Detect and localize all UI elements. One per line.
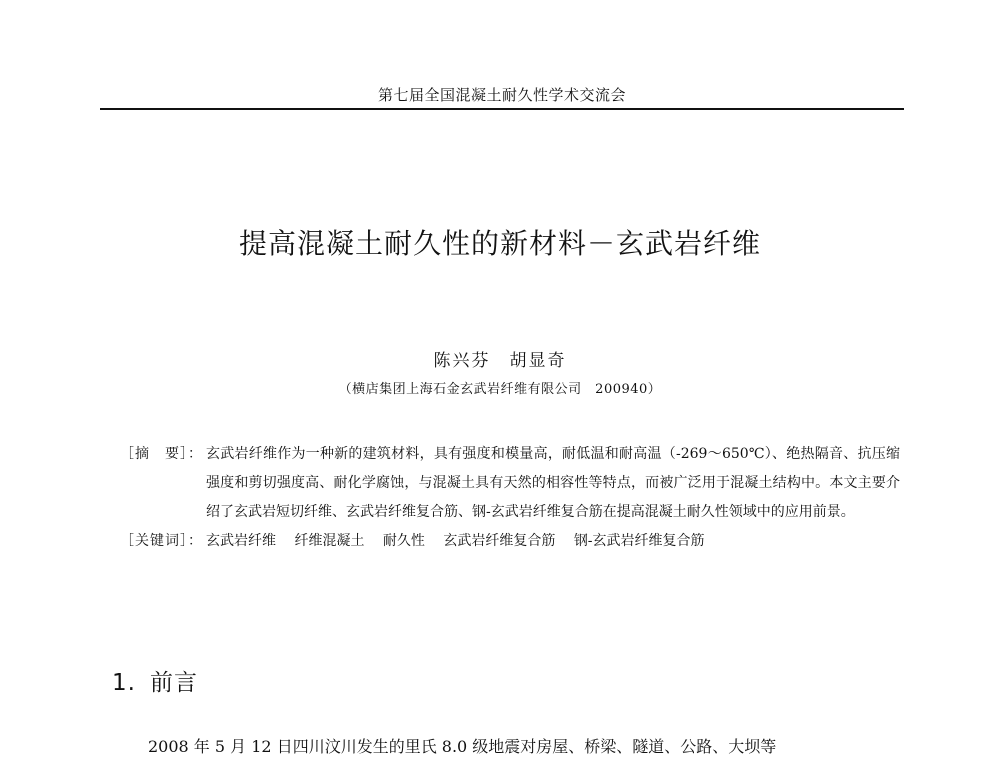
abstract-text: 玄武岩纤维作为一种新的建筑材料，具有强度和模量高，耐低温和耐高温（-269～650℃）、绝热隔音、抗压缩强度和剪切强度高、耐化学腐蚀，与混凝土具有天然的相容性等特点，而被广泛用于混凝土结构中。本文主要介绍了玄武岩短切纤维、玄武岩纤维复合筋、钢-玄武岩纤维复合筋在提高混凝土耐久性领域中的应用前景。 bbox=[206, 446, 900, 520]
section-title: 前言 bbox=[149, 670, 198, 696]
body-paragraph: 2008 年 5 月 12 日四川汶川发生的里氏 8.0 级地震对房屋、桥梁、隧道、公路、大坝等 bbox=[148, 737, 777, 756]
keyword: 钢-玄武岩纤维复合筋 bbox=[573, 533, 705, 549]
section-number: 1. bbox=[112, 670, 136, 696]
authors: 陈兴芬 胡显奇 bbox=[433, 351, 567, 371]
keyword: 玄武岩纤维 bbox=[206, 533, 276, 549]
section-heading bbox=[112, 664, 198, 697]
paper-title: 提高混凝土耐久性的新材料－玄武岩纤维 bbox=[238, 227, 761, 260]
keyword: 纤维混凝土 bbox=[294, 533, 365, 549]
abstract-row bbox=[120, 440, 900, 527]
keyword: 耐久性 bbox=[382, 533, 425, 549]
affiliation: （横店集团上海石金玄武岩纤维有限公司 200940） bbox=[338, 382, 662, 397]
abstract-label: ［摘 要］： bbox=[120, 446, 203, 462]
header-rule bbox=[100, 108, 904, 110]
conference-header: 第七届全国混凝土耐久性学术交流会 bbox=[377, 86, 626, 104]
keyword: 玄武岩纤维复合筋 bbox=[443, 533, 556, 549]
abstract-block bbox=[120, 440, 900, 556]
keywords-list bbox=[206, 527, 900, 556]
keywords-label: ［关键词］： bbox=[120, 533, 203, 549]
keywords-row bbox=[120, 527, 900, 556]
